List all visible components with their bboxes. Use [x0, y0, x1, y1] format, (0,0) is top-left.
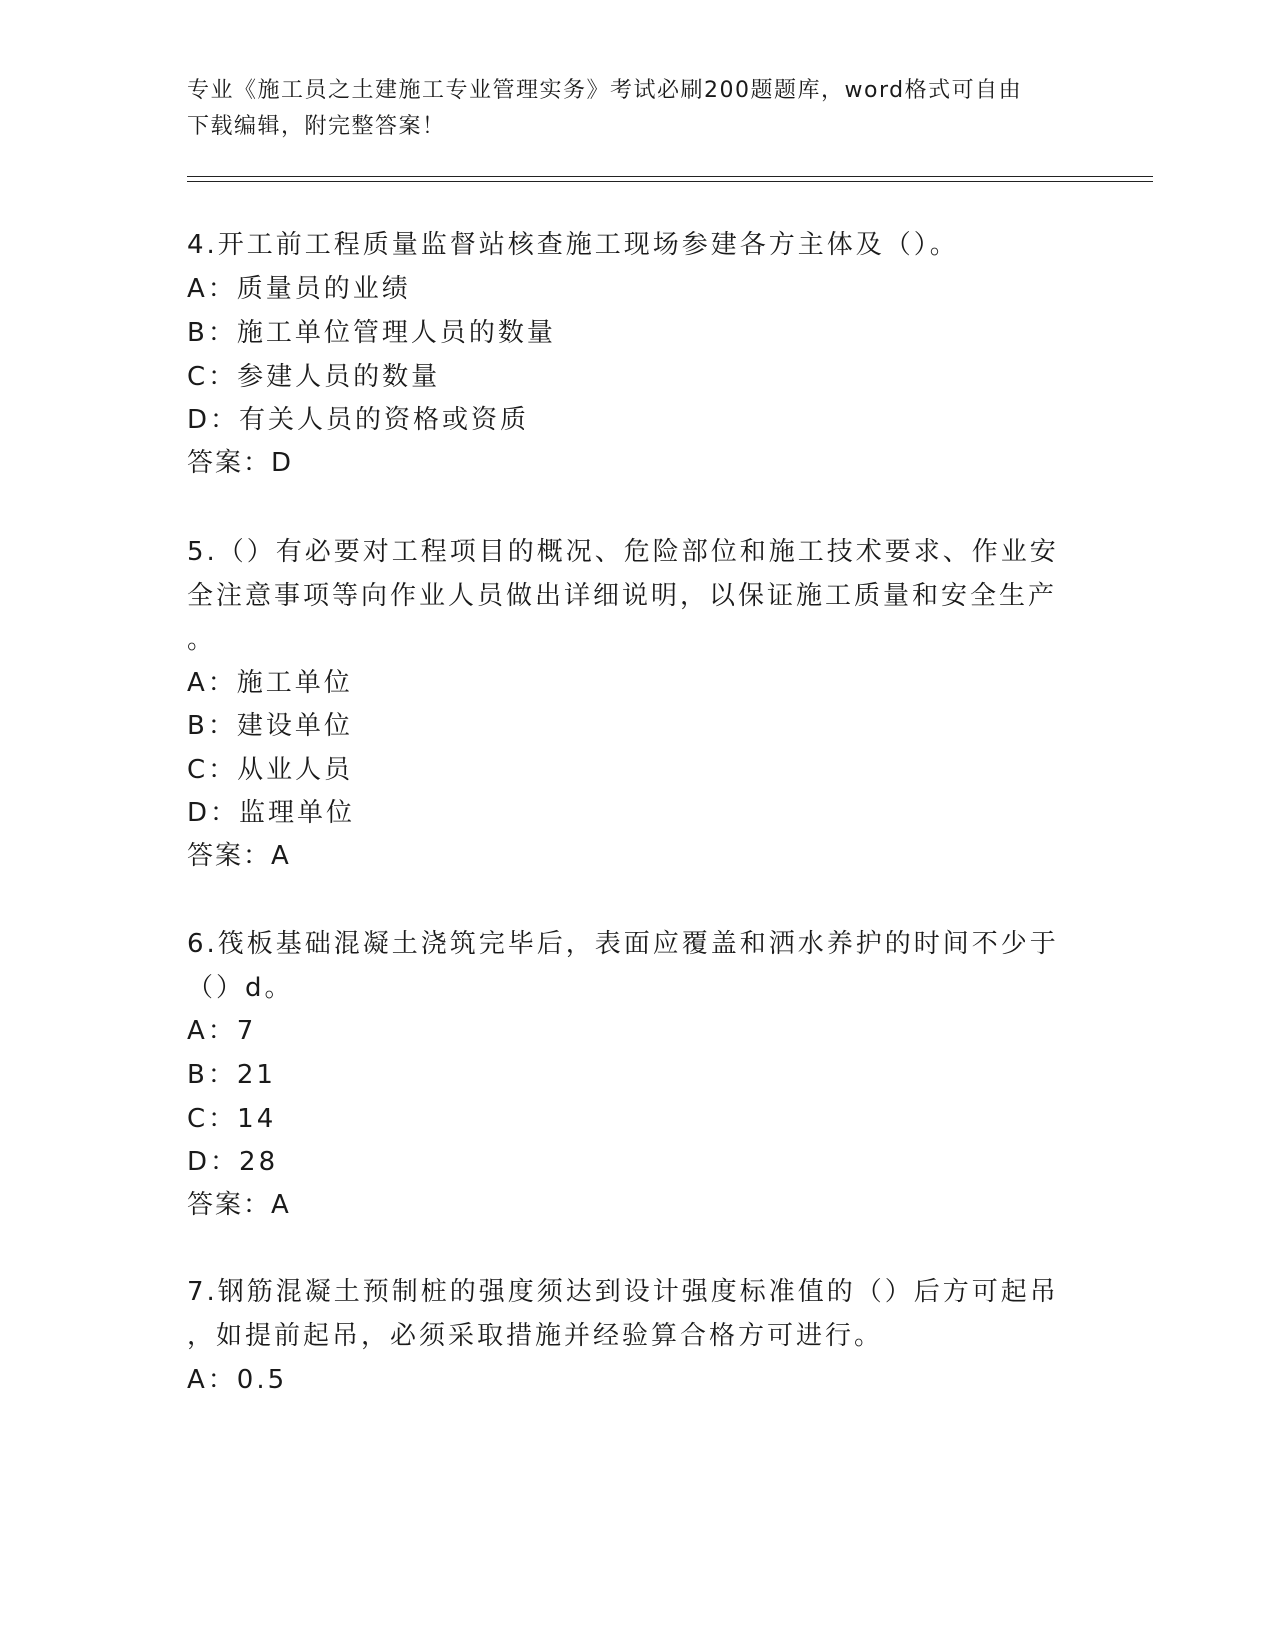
- question-6-stem-line-1: 6.筏板基础混凝土浇筑完毕后，表面应覆盖和洒水养护的时间不少于: [187, 929, 1059, 959]
- question-5-option-b: B：建设单位: [187, 711, 353, 741]
- question-7-option-a: A：0.5: [187, 1365, 288, 1395]
- question-6-option-a: A：7: [187, 1016, 257, 1046]
- question-6-answer: 答案：A: [187, 1190, 291, 1220]
- header-divider-top: [187, 176, 1153, 177]
- document-header: [187, 73, 1067, 145]
- question-6-option-b: B：21: [187, 1060, 276, 1090]
- question-7-stem-line-2: ，如提前起吊，必须采取措施并经验算合格方可进行。: [187, 1321, 884, 1351]
- question-4-stem-line-1: 4.开工前工程质量监督站核查施工现场参建各方主体及（）。: [187, 230, 959, 260]
- question-4-answer: 答案：D: [187, 448, 294, 478]
- question-6-option-c: C：14: [187, 1104, 277, 1134]
- question-5-stem-line-1: 5.（）有必要对工程项目的概况、危险部位和施工技术要求、作业安: [187, 537, 1059, 567]
- question-5-answer: 答案：A: [187, 841, 291, 871]
- question-6-stem-line-2: （）d。: [187, 973, 294, 1003]
- question-5-stem-line-2: 全注意事项等向作业人员做出详细说明，以保证施工质量和安全生产: [187, 581, 1058, 611]
- question-4-option-a: A：质量员的业绩: [187, 274, 411, 304]
- question-5-option-c: C：从业人员: [187, 755, 354, 785]
- question-4-option-d: D：有关人员的资格或资质: [187, 405, 530, 435]
- header-divider-bottom: [187, 181, 1153, 182]
- question-5-option-a: A：施工单位: [187, 668, 353, 698]
- question-6-option-d: D：28: [187, 1147, 279, 1177]
- question-7-stem-line-1: 7.钢筋混凝土预制桩的强度须达到设计强度标准值的（）后方可起吊: [187, 1277, 1059, 1307]
- question-5-option-d: D：监理单位: [187, 798, 356, 828]
- question-4-option-b: B：施工单位管理人员的数量: [187, 318, 556, 348]
- header-line-2: 下载编辑，附完整答案！: [187, 114, 446, 139]
- question-4-option-c: C：参建人员的数量: [187, 362, 441, 392]
- header-line-1: 专业《施工员之土建施工专业管理实务》考试必刷200题题库，word格式可自由: [187, 78, 1023, 103]
- question-5-stem-line-3: 。: [187, 625, 217, 655]
